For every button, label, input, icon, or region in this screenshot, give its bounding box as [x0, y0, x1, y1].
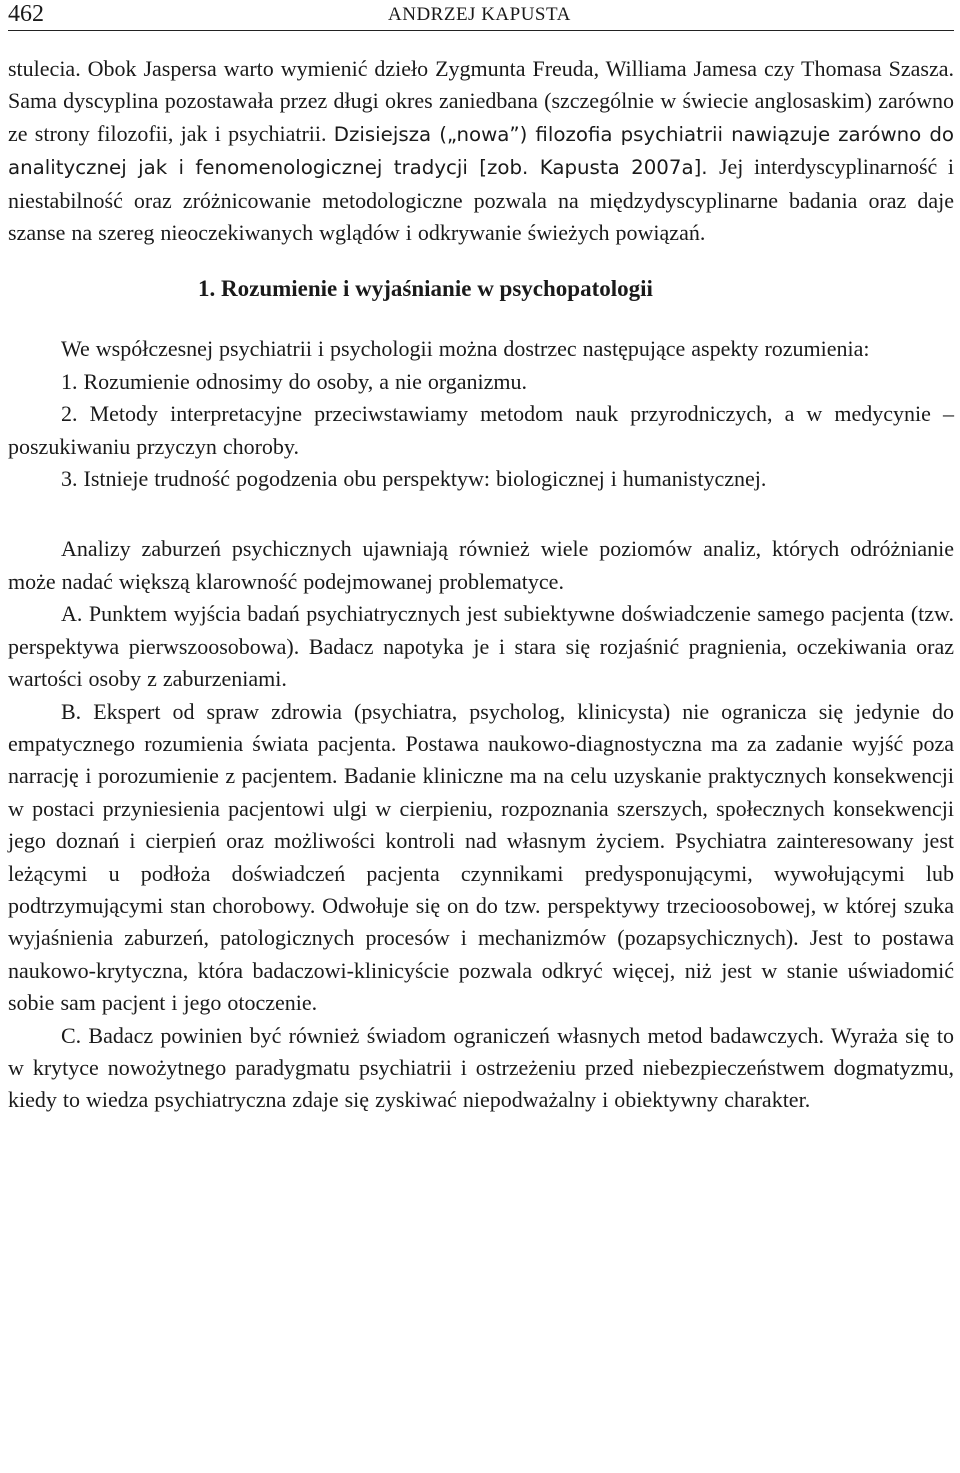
aspect-item-3: 3. Istnieje trudność pogodzenia obu perspektyw: biologicznej i humanistycznej.: [61, 466, 767, 492]
intro-text-sans: Dzisiejsza („nowa”) filozofia psychiatrii nawiązuje zarówno do analitycznej jak i fenomenologicznej tradycji [zob. Kapusta 2007a].: [8, 122, 954, 180]
aspect-item-1: 1. Rozumienie odnosimy do osoby, a nie organizmu.: [61, 368, 528, 394]
section-heading: 1. Rozumienie i wyjaśnianie w psychopatologii: [198, 276, 653, 302]
page-number: 462: [8, 1, 44, 27]
running-header: [8, 0, 954, 31]
analysis-intro: Analizy zaburzeń psychicznych ujawniają również wiele poziomów analiz, których odróżnianie może nadać większą klarowność podejmowanej problematyce.: [8, 536, 954, 594]
aspect-item-2: 2. Metody interpretacyjne przeciwstawiamy metodom nauk przyrodniczych, a w medycynie – poszukiwaniu przyczyn choroby.: [8, 401, 954, 459]
header-author: ANDRZEJ KAPUSTA: [388, 4, 571, 25]
document-page: [8, 0, 954, 1117]
intro-text-part1: stulecia. Obok Jaspersa warto wymienić dzieło Zygmunta Freuda, Williama Jamesa czy Thomasa Szasza. Sama dyscyplina pozostawała przez długi okres zaniedbana (szczególnie w świecie anglosaskim) zarówno ze strony filozofii, jak i psychiatrii.: [8, 56, 954, 146]
analysis-point-c: C. Badacz powinien być również świadom ograniczeń własnych metod badawczych. Wyraża się to w krytyce nowożytnego paradygmatu psychiatrii i ostrzeżeniu przed niebezpieczeństwem dogmatyzmu, kiedy to wiedza psychiatryczna zdaje się zyskiwać niepodważalny i obiektywny charakter.: [8, 1022, 954, 1113]
intro-text-part3: Jej interdyscyplinarność i niestabilność oraz zróżnicowanie metodologiczne pozwala na międzydyscyplinarne badania oraz daje szanse na szereg nieoczekiwanych wglądów i odkrywanie świeżych powiązań.: [8, 154, 954, 246]
analysis-point-b: B. Ekspert od spraw zdrowia (psychiatra, psycholog, klinicysta) nie ogranicza się jedynie do empatycznego rozumienia świata pacjenta. Postawa naukowo-diagnostyczna ma za zadanie wyjść poza narrację i porozumienie z pacjentem. Badanie kliniczne ma na celu uzyskanie praktycznych konsekwencji w postaci przyniesienia pacjentowi ulgi w cierpieniu, rozpoznania szerszych, społecznych konsekwencji jego doznań i cierpień oraz możliwości kontroli nad własnym życiem. Psychiatra zainteresowany jest leżącymi u podłoża doświadczeń pacjenta czynnikami predysponującymi, wywołującymi lub podtrzymującymi stan chorobowy. Odwołuje się on do tzw. perspektywy trzecioosobowej, w której szuka wyjaśnienia zaburzeń, patologicznych procesów i mechanizmów (pozapsychicznych). Jest to postawa naukowo-krytyczna, która badaczowi-klinicyście pozwala odkryć więcej, niż jest w stanie uświadomić sobie sam pacjent i jego otoczenie.: [8, 698, 954, 1016]
analysis-point-a: A. Punktem wyjścia badań psychiatrycznych jest subiektywne doświadczenie samego pacjenta (tzw. perspektywa pierwszoosobowa). Badacz napotyka je i stara się rozjaśnić pragnienia, oczekiwania oraz wartości osoby z zaburzeniami.: [8, 601, 954, 692]
aspects-intro: We współczesnej psychiatrii i psychologii można dostrzec następujące aspekty rozumienia:: [61, 336, 870, 362]
intro-paragraph: [8, 53, 954, 249]
